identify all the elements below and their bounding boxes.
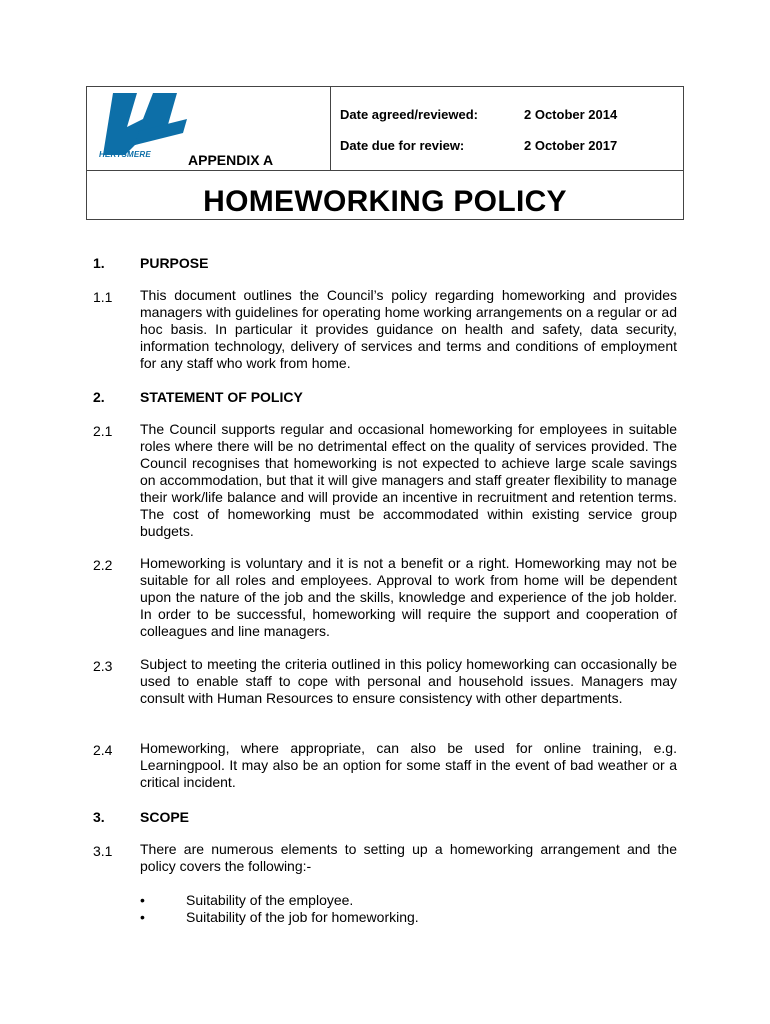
list-item: Suitability of the employee. xyxy=(186,892,354,908)
section-heading-scope: SCOPE xyxy=(140,809,190,825)
paragraph-number: 2.3 xyxy=(93,658,113,674)
section-number: 2. xyxy=(93,389,105,405)
logo-text: HERTSMERE xyxy=(99,150,151,159)
paragraph-number: 2.2 xyxy=(93,557,113,573)
date-due-value: 2 October 2017 xyxy=(524,138,618,153)
paragraph-number: 1.1 xyxy=(93,289,113,305)
bullet-dot-icon: • xyxy=(140,909,145,925)
paragraph-number: 2.4 xyxy=(93,742,113,758)
section-heading-statement: STATEMENT OF POLICY xyxy=(140,389,303,405)
paragraph-1-1: This document outlines the Council’s policy regarding homeworking and provides managers with guidelines for operating home working arrangements on a regular or ad hoc basis. In particular it provides guidance on health and safety, data security, information technology, delivery of services and terms and conditions of employment for any staff who work from home. xyxy=(140,287,677,371)
document-header xyxy=(86,86,684,220)
date-agreed-label: Date agreed/reviewed: xyxy=(340,107,479,122)
paragraph-2-3: Subject to meeting the criteria outlined in this policy homeworking can occasionally be used to enable staff to cope with personal and household issues. Managers may consult with Human Resources to ensure consistency with other departments. xyxy=(140,656,677,706)
section-number: 3. xyxy=(93,809,105,825)
date-agreed-value: 2 October 2014 xyxy=(524,107,618,122)
appendix-label: APPENDIX A xyxy=(188,152,274,168)
paragraph-2-4: Homeworking, where appropriate, can also be used for online training, e.g. Learningpool. It may also be an option for some staff in the event of bad weather or a critical incident. xyxy=(140,740,677,790)
section-number: 1. xyxy=(93,255,105,271)
bullet-dot-icon: • xyxy=(140,892,145,908)
paragraph-3-1: There are numerous elements to setting up a homeworking arrangement and the policy covers the following:- xyxy=(140,841,677,874)
date-due-label: Date due for review: xyxy=(340,138,465,153)
paragraph-number: 2.1 xyxy=(93,423,113,439)
page-title: HOMEWORKING POLICY xyxy=(203,185,567,218)
paragraph-2-2: Homeworking is voluntary and it is not a benefit or a right. Homeworking may not be suitable for all roles and employees. Approval to work from home will be dependent upon the nature of the job and the skills, knowledge and experience of the job holder. In order to be successful, homeworking will require the support and cooperation of colleagues and line managers. xyxy=(140,555,677,639)
header-divider xyxy=(330,87,331,171)
header-top-row xyxy=(87,87,683,171)
list-item: Suitability of the job for homeworking. xyxy=(186,909,419,925)
paragraph-number: 3.1 xyxy=(93,843,113,859)
section-heading-purpose: PURPOSE xyxy=(140,255,209,271)
paragraph-2-1: The Council supports regular and occasional homeworking for employees in suitable roles where there will be no detrimental effect on the quality of services provided. The Council recognises that homeworking is not expected to achieve large scale savings on accommodation, but that it will give managers and staff greater flexibility to manage their work/life balance and will provide an incentive in recruitment and retention terms. The cost of homeworking must be accommodated within existing service group budgets. xyxy=(140,421,677,539)
